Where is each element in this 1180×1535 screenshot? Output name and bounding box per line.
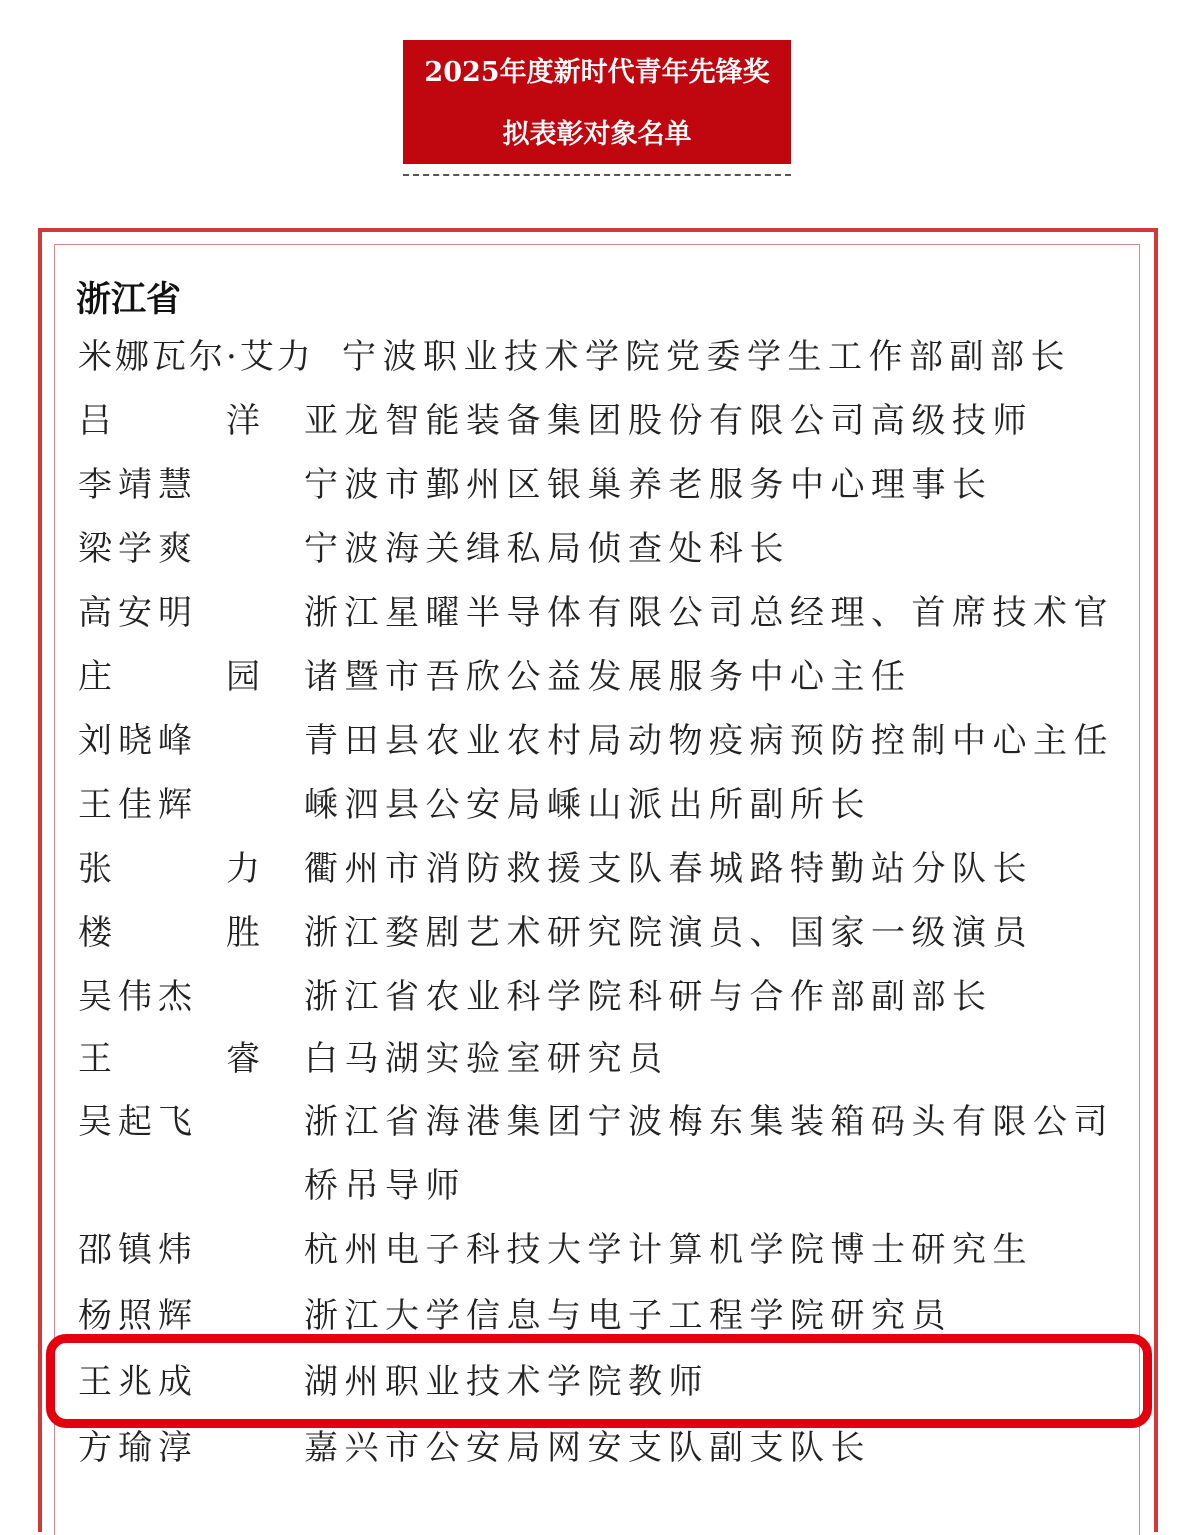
list-item	[0, 325, 1180, 389]
dashed-divider	[403, 174, 791, 176]
honoree-title: 浙江省海港集团宁波梅东集装箱码头有限公司	[304, 1102, 1114, 1142]
honoree-name: 王 睿	[78, 1039, 300, 1079]
honoree-title: 杭州电子科技大学计算机学院博士研究生	[304, 1230, 1033, 1270]
honoree-name: 王佳辉	[78, 785, 198, 825]
honoree-name: 米娜瓦尔·艾力	[78, 337, 314, 377]
honoree-title: 宁波海关缉私局侦查处科长	[304, 529, 790, 569]
list-item	[0, 389, 1180, 453]
honoree-name: 王兆成	[78, 1362, 198, 1402]
highlight-box	[46, 1334, 1152, 1428]
honoree-title: 嵊泗县公安局嵊山派出所副所长	[304, 785, 871, 825]
honoree-title: 宁波职业技术学院党委学生工作部副部长	[342, 337, 1071, 377]
honoree-title: 亚龙智能装备集团股份有限公司高级技师	[304, 401, 1033, 441]
honoree-title: 宁波市鄞州区银巢养老服务中心理事长	[304, 465, 993, 505]
honoree-name: 楼 胜	[78, 913, 300, 953]
honoree-name: 吴起飞	[78, 1102, 198, 1142]
list-item	[0, 901, 1180, 965]
honoree-name: 高安明	[78, 593, 198, 633]
honoree-title: 青田县农业农村局动物疫病预防控制中心主任	[304, 721, 1114, 761]
province-heading: 浙江省	[76, 280, 182, 320]
honoree-name: 杨照辉	[78, 1296, 198, 1336]
honoree-title: 白马湖实验室研究员	[304, 1039, 669, 1079]
list-item	[0, 1218, 1180, 1282]
list-item	[0, 709, 1180, 773]
list-item	[0, 453, 1180, 517]
list-item	[0, 645, 1180, 709]
list-item	[0, 837, 1180, 901]
list-item	[0, 773, 1180, 837]
honoree-title: 浙江婺剧艺术研究院演员、国家一级演员	[304, 913, 1033, 953]
honoree-title: 桥吊导师	[304, 1166, 466, 1206]
banner-title-line1: 2025年度新时代青年先锋奖	[424, 57, 770, 88]
honoree-title: 衢州市消防救援支队春城路特勤站分队长	[304, 849, 1033, 889]
honoree-title: 浙江大学信息与电子工程学院研究员	[304, 1296, 952, 1336]
banner-title-line2: 拟表彰对象名单	[502, 119, 692, 150]
list-item-continuation	[0, 1154, 1180, 1218]
list-item	[0, 581, 1180, 645]
honoree-title: 浙江省农业科学院科研与合作部副部长	[304, 977, 993, 1017]
honoree-title: 湖州职业技术学院教师	[304, 1362, 709, 1402]
list-item	[0, 1090, 1180, 1154]
honoree-name: 刘晓峰	[78, 721, 198, 761]
honoree-title: 诸暨市吾欣公益发展服务中心主任	[304, 657, 912, 697]
honoree-name: 庄 园	[78, 657, 300, 697]
honoree-name: 张 力	[78, 849, 300, 889]
honoree-name: 李靖慧	[78, 465, 198, 505]
list-item	[0, 1027, 1180, 1091]
honoree-name: 方瑜淳	[78, 1428, 198, 1468]
honoree-name: 吴伟杰	[78, 977, 198, 1017]
list-item	[0, 965, 1180, 1029]
honoree-title: 嘉兴市公安局网安支队副支队长	[304, 1428, 871, 1468]
list-item	[0, 517, 1180, 581]
honoree-title: 浙江星曜半导体有限公司总经理、首席技术官	[304, 593, 1114, 633]
honoree-name: 吕 洋	[78, 401, 300, 441]
honoree-name: 邵镇炜	[78, 1230, 198, 1270]
honoree-name: 梁学爽	[78, 529, 198, 569]
title-banner	[403, 40, 791, 164]
